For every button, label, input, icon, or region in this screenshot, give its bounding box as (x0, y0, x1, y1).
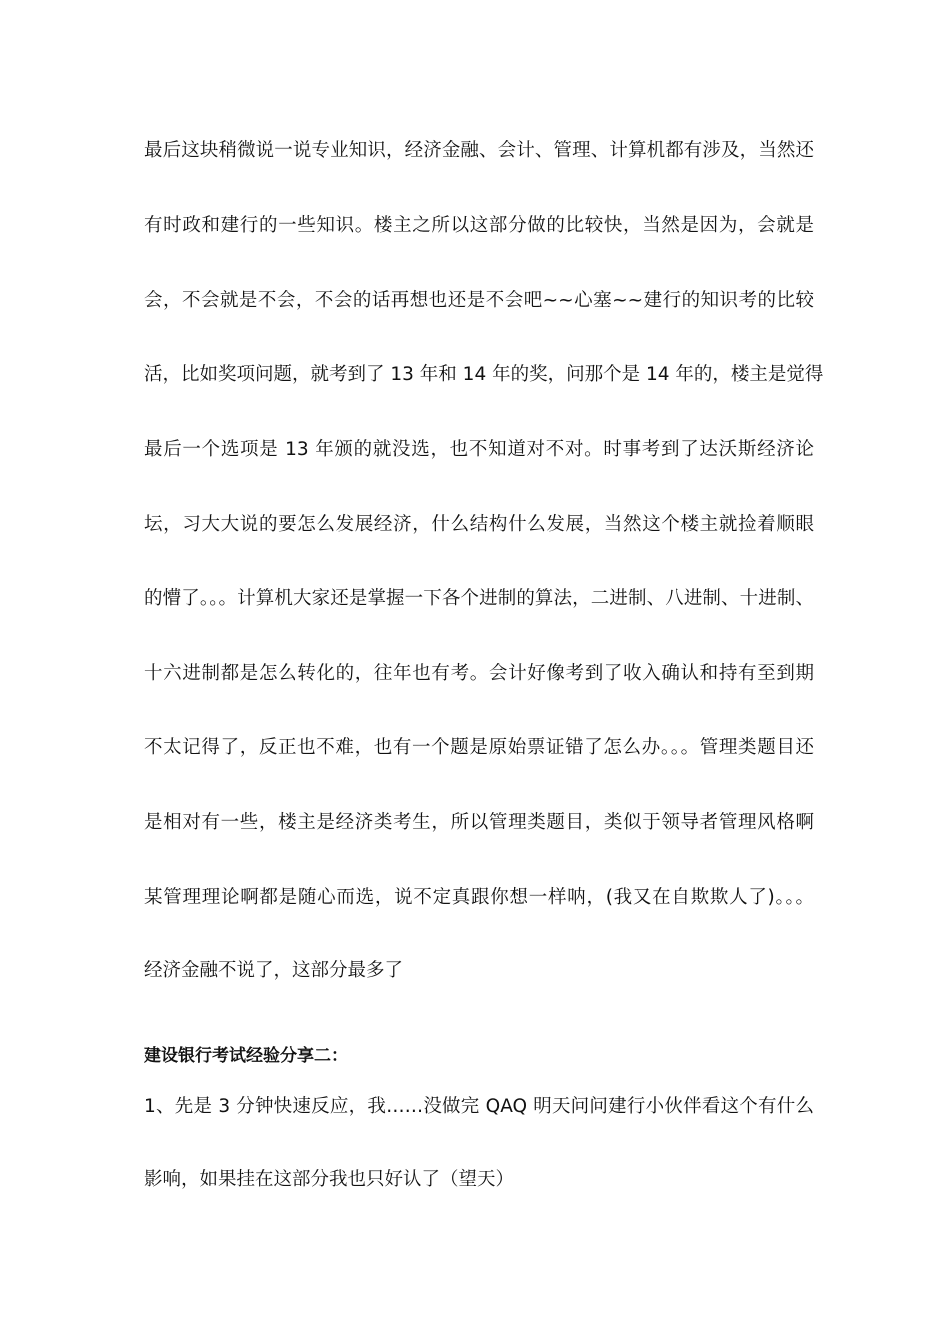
paragraph-line: 会，不会就是不会，不会的话再想也还是不会吧~~心塞~~建行的知识考的比较 (144, 290, 814, 311)
paragraph-line: 影响，如果挂在这部分我也只好认了（望天） (144, 1169, 515, 1190)
paragraph-line: 某管理理论啊都是随心而选，说不定真跟你想一样呐，(我又在自欺欺人了)。。。 (144, 887, 814, 908)
paragraph-line: 活，比如奖项问题，就考到了 13 年和 14 年的奖，问那个是 14 年的，楼主是觉得 (144, 364, 824, 385)
paragraph-line: 不太记得了，反正也不难，也有一个题是原始票证错了怎么办。。。管理类题目还 (144, 737, 814, 758)
paragraph-line: 最后这块稍微说一说专业知识，经济金融、会计、管理、计算机都有涉及，当然还 (144, 140, 814, 161)
paragraph-line: 是相对有一些，楼主是经济类考生，所以管理类题目，类似于领导者管理风格啊 (144, 812, 814, 833)
paragraph-line: 有时政和建行的一些知识。楼主之所以这部分做的比较快，当然是因为，会就是 (144, 215, 814, 236)
paragraph-line: 最后一个选项是 13 年颁的就没选，也不知道对不对。时事考到了达沃斯经济论 (144, 439, 814, 460)
paragraph-line: 十六进制都是怎么转化的，往年也有考。会计好像考到了收入确认和持有至到期 (144, 663, 814, 684)
paragraph-line: 坛，习大大说的要怎么发展经济，什么结构什么发展，当然这个楼主就捡着顺眼 (144, 514, 814, 535)
section-heading: 建设银行考试经验分享二： (144, 1046, 348, 1066)
paragraph-line: 1、先是 3 分钟快速反应，我……没做完 QAQ 明天问问建行小伙伴看这个有什么 (144, 1096, 814, 1117)
paragraph-line: 的懵了。。。计算机大家还是掌握一下各个进制的算法，二进制、八进制、十进制、 (144, 588, 814, 609)
paragraph-line: 经济金融不说了，这部分最多了 (144, 960, 404, 981)
